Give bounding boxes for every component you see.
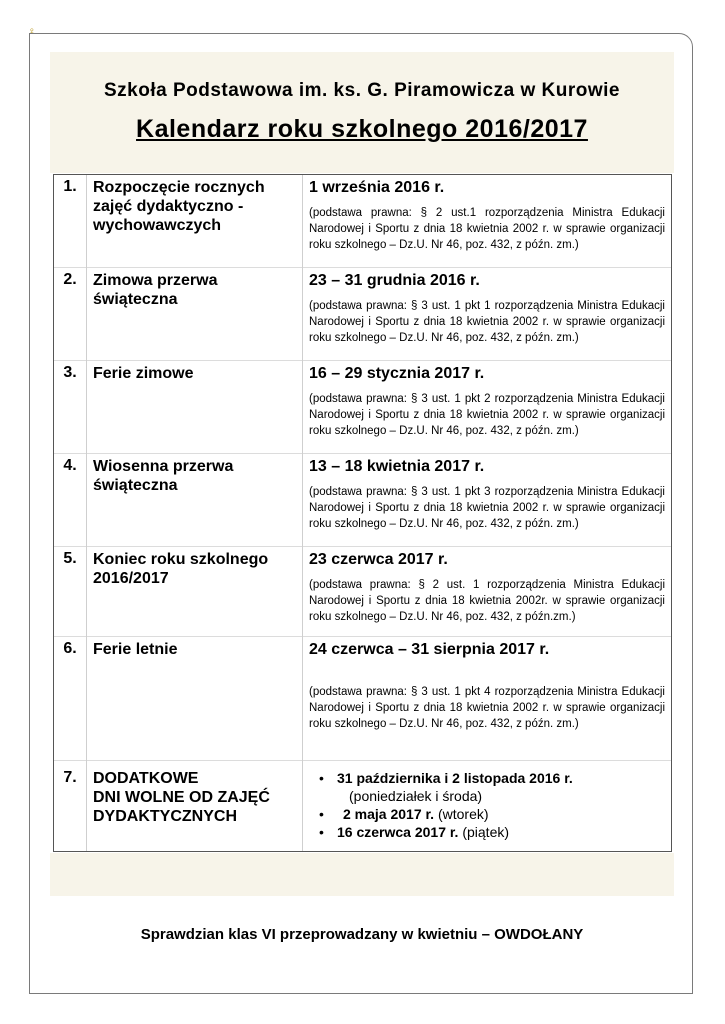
event-date-cell bbox=[303, 268, 672, 361]
legal-basis: (podstawa prawna: § 2 ust. 1 rozporządzenia Ministra Edukacji Narodowej i Sportu z dnia 18 kwietnia 2002r. w sprawie organizacji roku szkolnego – Dz.U. Nr 46, poz. 432, z późn.zm.) bbox=[309, 579, 665, 623]
event-name: Ferie zimowe bbox=[87, 361, 303, 454]
event-date-cell bbox=[303, 454, 672, 547]
event-date: 24 czerwca – 31 sierpnia 2017 r. bbox=[309, 641, 550, 658]
event-date: 23 – 31 grudnia 2016 r. bbox=[309, 272, 480, 289]
event-date: 16 – 29 stycznia 2017 r. bbox=[309, 365, 485, 382]
event-date: 13 – 18 kwietnia 2017 r. bbox=[309, 458, 485, 475]
list-item bbox=[327, 805, 665, 823]
day-off-date: 31 października i 2 listopada 2016 r. bbox=[337, 770, 573, 786]
event-name: Ferie letnie bbox=[87, 637, 303, 761]
event-name-line: DYDAKTYCZNYCH bbox=[93, 808, 237, 825]
table-row bbox=[54, 637, 672, 761]
table-row bbox=[54, 547, 672, 637]
table-row bbox=[54, 268, 672, 361]
document-title: Kalendarz roku szkolnego 2016/2017 bbox=[136, 115, 588, 143]
row-number: 3. bbox=[54, 361, 87, 454]
table-row bbox=[54, 761, 672, 852]
event-name: Koniec roku szkolnego 2016/2017 bbox=[87, 547, 303, 637]
legal-basis: (podstawa prawna: § 3 ust. 1 pkt 3 rozporządzenia Ministra Edukacji Narodowej i Sportu z dnia 18 kwietnia 2002 r. w sprawie organizacji roku szkolnego – Dz.U. Nr 46, poz. 432, z późn. zm.) bbox=[309, 486, 665, 530]
day-off-date: 2 maja 2017 r. bbox=[343, 806, 435, 822]
event-date-cell bbox=[303, 547, 672, 637]
event-name-line: DODATKOWE bbox=[93, 770, 199, 787]
event-date: 1 września 2016 r. bbox=[309, 179, 445, 196]
day-off-note: (wtorek) bbox=[437, 806, 489, 822]
day-off-date: 16 czerwca 2017 r. bbox=[337, 824, 459, 840]
day-off-note: (piątek) bbox=[462, 824, 510, 840]
event-date-cell bbox=[303, 361, 672, 454]
row-number: 6. bbox=[54, 637, 87, 761]
legal-basis: (podstawa prawna: § 2 ust.1 rozporządzenia Ministra Edukacji Narodowej i Sportu z dnia 18 kwietnia 2002 r. w sprawie organizacji roku szkolnego – Dz.U. Nr 46, poz. 432, z późn. zm.) bbox=[309, 207, 665, 251]
event-date-cell bbox=[303, 175, 672, 268]
list-item bbox=[327, 823, 665, 841]
legal-basis: (podstawa prawna: § 3 ust. 1 pkt 1 rozporządzenia Ministra Edukacji Narodowej i Sportu z dnia 18 kwietnia 2002 r. w sprawie organizacji roku szkolnego – Dz.U. Nr 46, poz. 432, z późn. zm.) bbox=[309, 300, 665, 344]
event-name-line: DNI WOLNE OD ZAJĘĆ bbox=[93, 789, 270, 806]
event-date-cell bbox=[303, 637, 672, 761]
event-name: Zimowa przerwa świąteczna bbox=[87, 268, 303, 361]
footer-band bbox=[50, 853, 674, 896]
row-number: 2. bbox=[54, 268, 87, 361]
footer-note: Sprawdzian klas VI przeprowadzany w kwietniu – OWDOŁANY bbox=[140, 926, 584, 943]
corner-mark: ♀ bbox=[28, 26, 36, 37]
days-off-list bbox=[309, 769, 665, 841]
legal-basis: (podstawa prawna: § 3 ust. 1 pkt 4 rozporządzenia Ministra Edukacji Narodowej i Sportu z dnia 18 kwietnia 2002 r. w sprawie organizacji roku szkolnego – Dz.U. Nr 46, poz. 432, z późn. zm.) bbox=[309, 686, 665, 730]
row-number: 1. bbox=[54, 175, 87, 268]
event-name bbox=[87, 761, 303, 852]
event-date: 23 czerwca 2017 r. bbox=[309, 551, 448, 568]
event-name: Rozpoczęcie rocznych zajęć dydaktyczno - wychowawczych bbox=[87, 175, 303, 268]
row-number: 4. bbox=[54, 454, 87, 547]
list-item bbox=[327, 769, 665, 805]
days-off-cell bbox=[303, 761, 672, 852]
table-row bbox=[54, 361, 672, 454]
calendar-table bbox=[53, 174, 672, 852]
day-off-note: (poniedziałek i środa) bbox=[349, 788, 483, 804]
table-row bbox=[54, 454, 672, 547]
table-row bbox=[54, 175, 672, 268]
event-name: Wiosenna przerwa świąteczna bbox=[87, 454, 303, 547]
legal-basis: (podstawa prawna: § 3 ust. 1 pkt 2 rozporządzenia Ministra Edukacji Narodowej i Sportu z dnia 18 kwietnia 2002 r. w sprawie organizacji roku szkolnego – Dz.U. Nr 46, poz. 432, z późn. zm.) bbox=[309, 393, 665, 437]
row-number: 5. bbox=[54, 547, 87, 637]
header-band bbox=[50, 52, 674, 173]
row-number: 7. bbox=[54, 761, 87, 852]
school-name: Szkoła Podstawowa im. ks. G. Piramowicza w Kurowie bbox=[104, 80, 620, 101]
